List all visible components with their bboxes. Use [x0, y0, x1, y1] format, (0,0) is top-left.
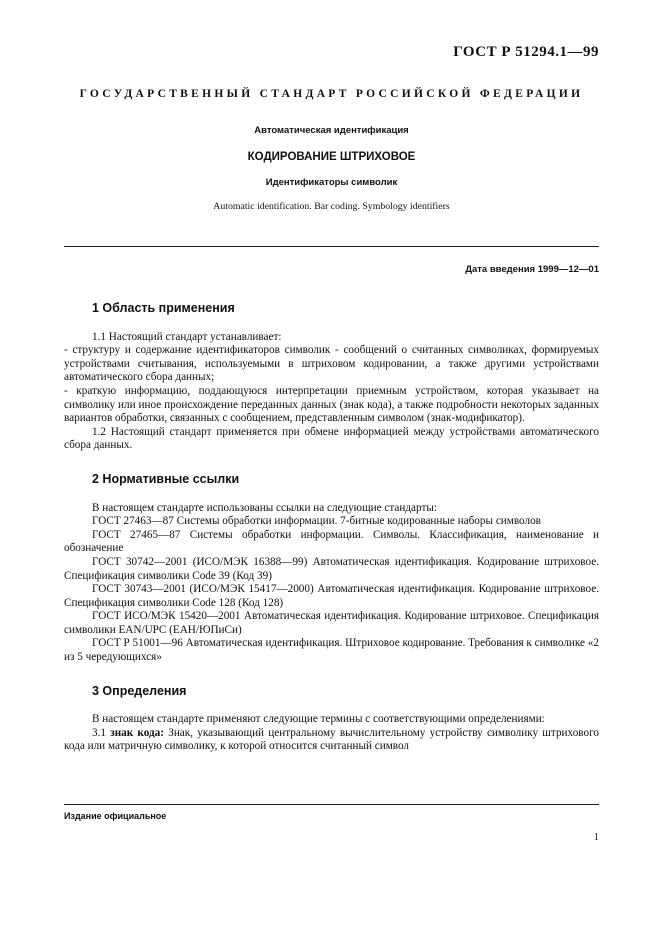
page-number: 1 [593, 832, 599, 843]
section-scope [64, 302, 599, 453]
paragraph: - краткую информацию, поддающуюся интерпретации приемным устройством, которая указывает на символику или иное происхождение переданных данных (знак кода), а также подробности некоторых заданных вариантов обработки, связанных с сообщением, представленным символом (знак-модификатор). [64, 384, 599, 425]
title-line-1: Автоматическая идентификация [254, 125, 409, 136]
definition-item [64, 727, 599, 754]
section-heading: 1 Область применения [92, 301, 235, 315]
reference-item: ГОСТ 30742—2001 (ИСО/МЭК 16388—99) Автоматическая идентификация. Кодирование штриховое. Спецификация символики Code 39 (Код 39) [64, 555, 599, 582]
reference-item: ГОСТ ИСО/МЭК 15420—2001 Автоматическая идентификация. Кодирование штриховое. Спецификация символики EAN/UPC (ЕАН/ЮПиСи) [64, 610, 599, 636]
paragraph: В настоящем стандарте использованы ссылки на следующие стандарты: [92, 501, 437, 514]
paragraph: 1.1 Настоящий стандарт устанавливает: [92, 330, 282, 343]
paragraph: 1.2 Настоящий стандарт применяется при обмене информацией между устройствами автоматического сбора данных. [64, 425, 599, 452]
state-standard-title: ГОСУДАРСТВЕННЫЙ СТАНДАРТ РОССИЙСКОЙ ФЕДЕРАЦИИ [79, 88, 584, 100]
paragraph: - структуру и содержание идентификаторов символик - сообщений о считанных символиках, формируемых устройствами считывания, используемыми в штриховом кодировании, а также другими устройствами автоматического сбора данных; [64, 344, 599, 384]
section-heading: 3 Определения [92, 683, 187, 698]
introduction-date: Дата введения 1999—12—01 [465, 264, 599, 275]
definition-number: 3.1 [92, 726, 111, 739]
top-divider [64, 246, 599, 247]
definition-text: Знак, указывающий центральному вычислительному устройству символику штрихового кода или матричную символику, к которой относится считанный символ [64, 726, 599, 753]
section-heading: 2 Нормативные ссылки [92, 471, 240, 486]
paragraph: В настоящем стандарте применяют следующие термины с соответствующими определениями: [92, 713, 545, 726]
section-normative-references [64, 473, 599, 665]
footer-divider [64, 804, 599, 805]
title-english: Automatic identification. Bar coding. Symbology identifiers [213, 201, 450, 212]
title-main: КОДИРОВАНИЕ ШТРИХОВОЕ [247, 151, 416, 163]
title-block [64, 125, 599, 212]
section-definitions [64, 685, 599, 754]
standard-code: ГОСТ Р 51294.1—99 [453, 44, 599, 60]
official-edition-label: Издание официальное [64, 811, 167, 821]
reference-item: ГОСТ 27465—87 Системы обработки информации. Символы. Классификация, наименование и обозначение [64, 528, 599, 555]
reference-item: ГОСТ Р 51001—96 Автоматическая идентификация. Штриховое кодирование. Требования к символике «2 из 5 чередующихся» [64, 637, 599, 664]
reference-item: ГОСТ 30743—2001 (ИСО/МЭК 15417—2000) Автоматическая идентификация. Кодирование штриховое. Спецификация символики Code 128 (Код 128) [64, 583, 599, 609]
definition-term: знак кода: [110, 726, 164, 739]
body-content [64, 302, 599, 754]
reference-item: ГОСТ 27463—87 Системы обработки информации. 7-битные кодированные наборы символов [92, 515, 541, 528]
title-subtitle: Идентификаторы символик [265, 177, 398, 188]
